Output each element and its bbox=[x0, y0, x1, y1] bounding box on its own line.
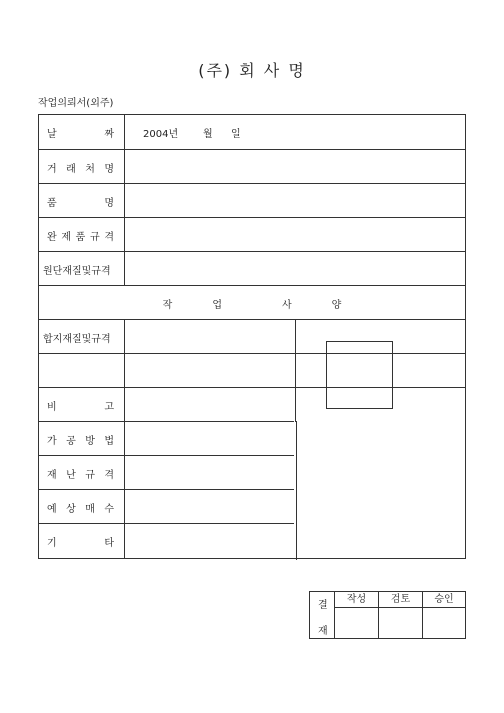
approval-sign-approve[interactable] bbox=[423, 608, 465, 638]
etc-row bbox=[39, 523, 294, 559]
date-day: 일 bbox=[231, 128, 241, 140]
approval-header-approve: 승인 bbox=[423, 592, 465, 608]
approval-side-label: 결 재 bbox=[310, 592, 335, 638]
cutting-spec-row bbox=[39, 455, 294, 490]
approval-sign-review[interactable] bbox=[379, 608, 423, 638]
expected-sheets-row bbox=[39, 489, 294, 524]
date-value[interactable] bbox=[143, 115, 241, 149]
approval-sign-write[interactable] bbox=[335, 608, 379, 638]
blank-label bbox=[39, 354, 125, 388]
remarks-label: 비 고 bbox=[39, 388, 125, 422]
date-year: 2004년 bbox=[143, 128, 179, 140]
date-label: 날 짜 bbox=[39, 115, 125, 149]
raw-material-label: 원단재질및규격 bbox=[39, 252, 125, 286]
processing-label: 가 공 방 법 bbox=[39, 422, 125, 456]
blank-value-1[interactable] bbox=[125, 354, 296, 388]
work-spec-header: 작 업 사 양 bbox=[39, 285, 465, 320]
client-label: 거 래 처 명 bbox=[39, 150, 125, 184]
product-label: 품 명 bbox=[39, 184, 125, 218]
laminate-material-value-1[interactable] bbox=[125, 320, 296, 354]
document-title: (주) 회 사 명 bbox=[198, 61, 306, 80]
work-order-form bbox=[38, 114, 466, 559]
document-subtitle: 작업의뢰서(외주) bbox=[38, 98, 114, 109]
finished-spec-row bbox=[39, 217, 465, 252]
date-month: 월 bbox=[203, 128, 213, 140]
cutting-spec-label: 재 난 규 격 bbox=[39, 456, 125, 490]
remarks-value-1[interactable] bbox=[125, 388, 296, 422]
blank-row bbox=[39, 353, 465, 388]
approval-header-review: 검토 bbox=[379, 592, 423, 608]
client-row bbox=[39, 149, 465, 184]
laminate-material-row bbox=[39, 319, 465, 354]
etc-label: 기 타 bbox=[39, 524, 125, 559]
laminate-material-label: 합지재질및규격 bbox=[39, 320, 125, 354]
date-row bbox=[39, 115, 465, 149]
diagram-box[interactable] bbox=[326, 341, 393, 409]
raw-material-row bbox=[39, 251, 465, 286]
remarks-row bbox=[39, 387, 465, 422]
expected-sheets-label: 예 상 매 수 bbox=[39, 490, 125, 524]
approval-block bbox=[309, 591, 466, 639]
approval-header-write: 작성 bbox=[335, 592, 379, 608]
finished-spec-label: 완 제 품 규 격 bbox=[39, 218, 125, 252]
processing-row bbox=[39, 421, 294, 456]
diagram-cell bbox=[296, 421, 467, 560]
product-row bbox=[39, 183, 465, 218]
